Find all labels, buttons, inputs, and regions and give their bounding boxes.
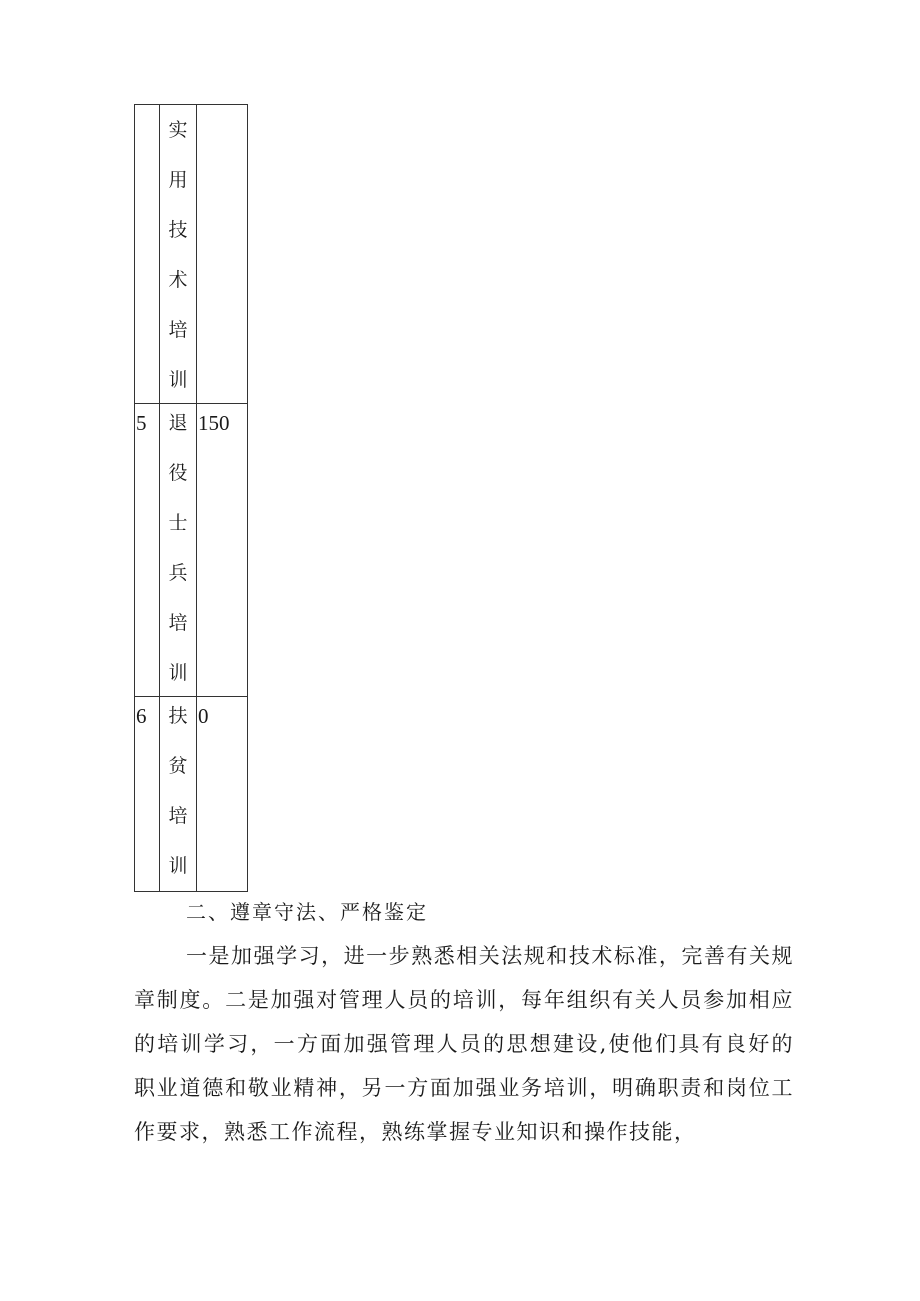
row-number-cell [135,105,160,404]
name-char: 用 [168,169,188,191]
name-char: 训 [168,662,188,684]
row-value-cell: 150 [197,404,248,697]
name-char: 贫 [168,755,188,777]
row-number-cell: 6 [135,697,160,892]
name-char: 术 [168,269,188,291]
row-name-cell [160,404,197,697]
name-char: 实 [168,119,188,141]
row-value-cell [197,105,248,404]
section-heading: 二、遵章守法、严格鉴定 [186,900,428,924]
row-name-cell [160,697,197,892]
section-paragraph: 一是加强学习，进一步熟悉相关法规和技术标准，完善有关规章制度。二是加强对管理人员的培训，每年组织有关人员参加相应的培训学习，一方面加强管理人员的思想建设,使他们具有良好的职业道德和敬业精神，另一方面加强业务培训，明确职责和岗位工作要求，熟悉工作流程，熟练掌握专业知识和操作技能， [134,944,794,1144]
name-char: 训 [168,855,188,877]
name-char: 士 [168,512,188,534]
name-char: 役 [168,462,188,484]
table-row [135,404,248,697]
body-text [134,890,794,1154]
table-row [135,105,248,404]
training-table [134,104,248,892]
name-char: 退 [168,412,188,434]
row-number-cell: 5 [135,404,160,697]
training-table-wrapper [134,104,248,892]
name-char: 培 [168,319,188,341]
name-char: 培 [168,805,188,827]
name-char: 训 [168,369,188,391]
row-name-cell [160,105,197,404]
name-char: 兵 [168,562,188,584]
table-row [135,697,248,892]
name-char: 扶 [168,705,188,727]
name-char: 技 [168,219,188,241]
name-char: 培 [168,612,188,634]
row-value-cell: 0 [197,697,248,892]
